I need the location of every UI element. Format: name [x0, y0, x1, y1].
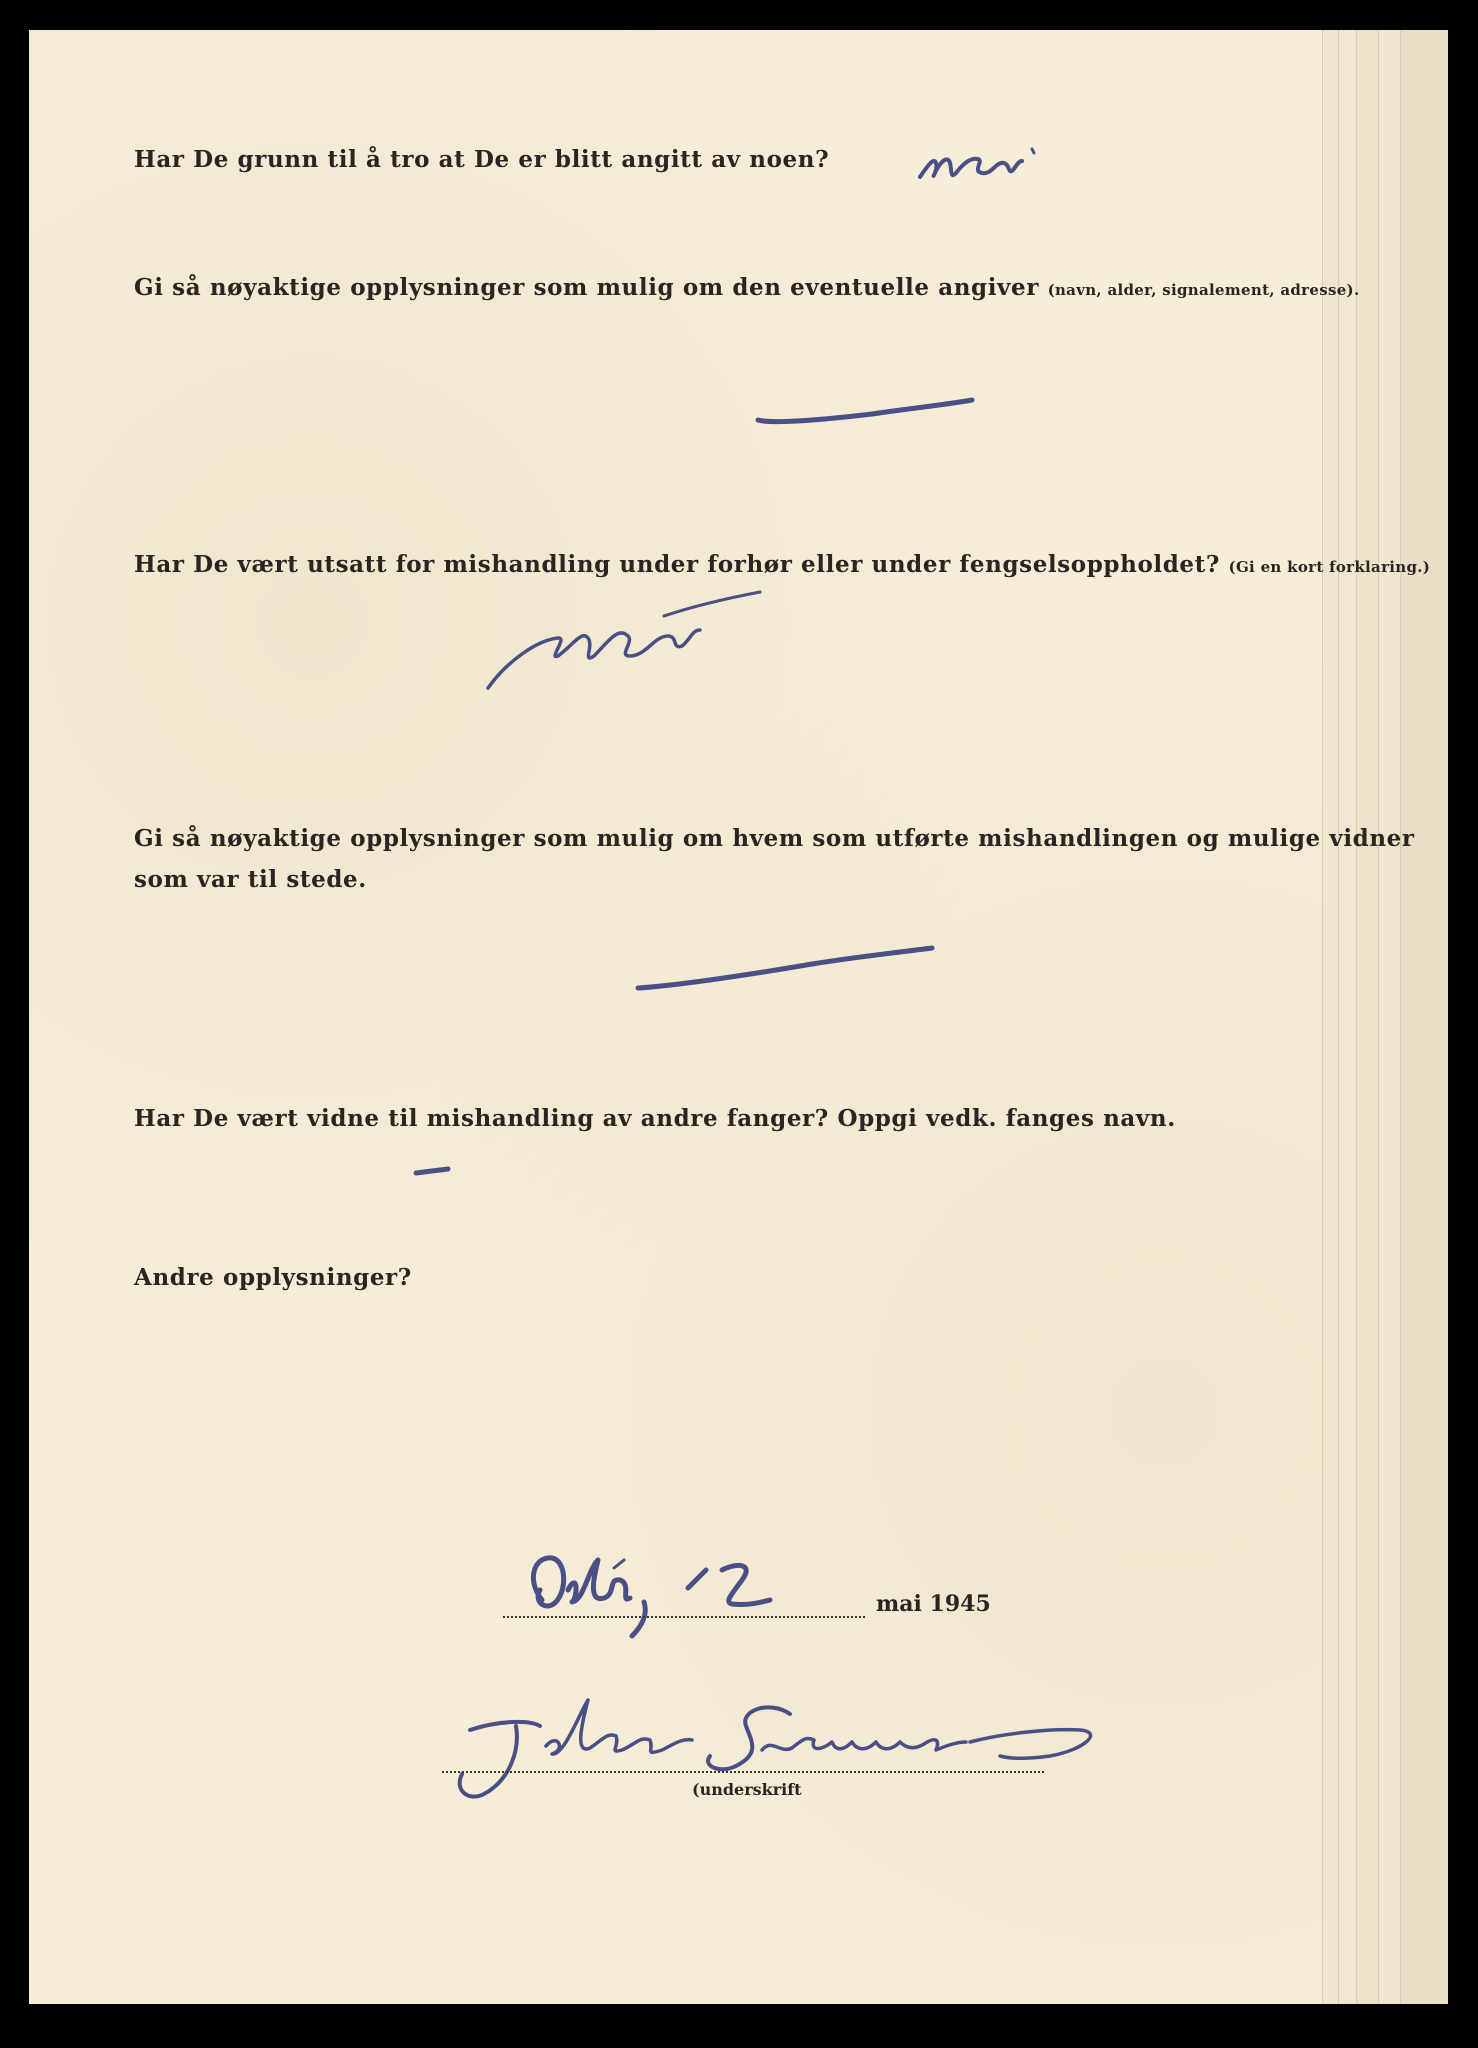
- answer-1-stroke: [920, 159, 1022, 177]
- place-date-O: [533, 1558, 563, 1606]
- question-6-text: Andre opplysninger?: [134, 1264, 412, 1291]
- question-2-text: Gi så nøyaktige opplysninger som mulig om den eventuelle angiver: [134, 274, 1039, 301]
- answer-2-stroke: [758, 400, 972, 422]
- signature-S: [708, 1707, 790, 1769]
- signature-line: [442, 1771, 1044, 1773]
- signature-ammer: [762, 1738, 966, 1750]
- question-4-line1: Gi så nøyaktige opplysninger som mulig om hvem som utførte mishandlingen og mulige vidner: [134, 825, 1415, 852]
- answer-4-dash: [632, 940, 942, 1000]
- signature-J: [460, 1722, 540, 1797]
- answer-4-stroke: [638, 948, 932, 988]
- answer-1-value: [1000, 140, 1002, 141]
- answer-3-stroke: [488, 630, 700, 688]
- place-date-line: [503, 1616, 865, 1618]
- question-3-note: (Gi en kort forklaring.): [1228, 558, 1431, 576]
- question-5-text: Har De vært vidne til mishandling av andre fanger? Oppgi vedk. fanges navn.: [134, 1105, 1176, 1132]
- place-date-7: [722, 1565, 770, 1604]
- question-4-cont: [134, 866, 367, 893]
- question-1-text: Har De grunn til å tro at De er blitt angitt av noen?: [134, 146, 830, 173]
- signature-label: (underskrift: [692, 1780, 802, 1799]
- place-date-handwriting: [512, 1540, 802, 1650]
- question-2-note: (navn, alder, signalement, adresse).: [1047, 281, 1360, 299]
- answer-3-overline: [664, 592, 760, 616]
- question-3: [134, 551, 1430, 578]
- question-6: [134, 1264, 412, 1291]
- place-date-comma: [632, 1602, 645, 1636]
- question-5: [134, 1105, 1176, 1132]
- month-year: mai 1945: [876, 1591, 991, 1617]
- answer-1-handwriting: [912, 135, 1052, 195]
- answer-5-dash: [410, 1157, 470, 1187]
- place-date-slo: [568, 1560, 630, 1602]
- page-edge: [1400, 30, 1448, 2004]
- question-2: [134, 274, 1359, 301]
- signature-ohan: [546, 1700, 692, 1754]
- answer-5-stroke: [416, 1169, 448, 1173]
- place-date-accent: [614, 1560, 624, 1568]
- answer-3-value: [600, 640, 602, 641]
- answer-2-dash: [752, 390, 982, 430]
- question-1: [134, 146, 829, 173]
- question-3-text: Har De vært utsatt for mishandling under forhør eller under fengselsoppholdet?: [134, 551, 1220, 578]
- answer-1-dot: [1032, 149, 1034, 153]
- question-4-line2: som var til stede.: [134, 866, 367, 893]
- question-4: [134, 825, 1415, 852]
- signature-tail: [970, 1730, 1091, 1759]
- answer-3-handwriting: [478, 580, 768, 700]
- place-date-1: [688, 1570, 706, 1588]
- place-date-value: [600, 1590, 604, 1591]
